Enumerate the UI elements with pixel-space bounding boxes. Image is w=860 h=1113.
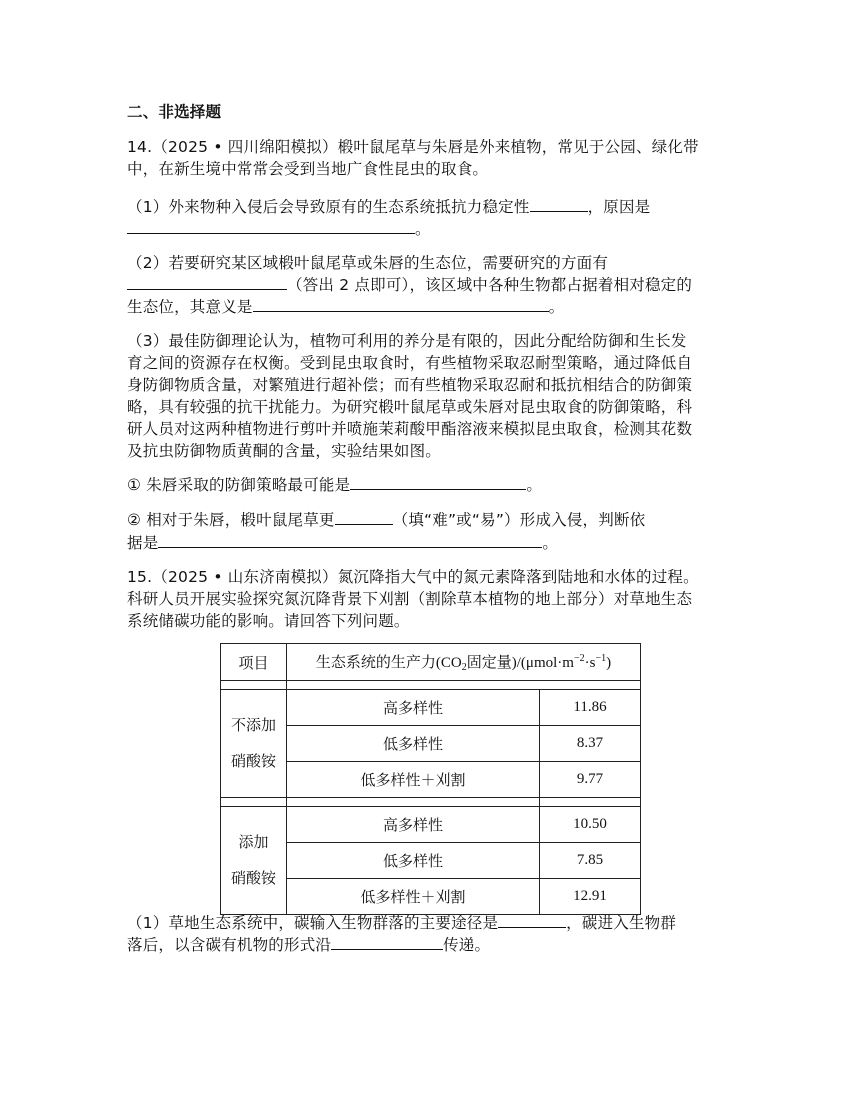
q15-part1-text-d: 传递。 — [443, 936, 491, 954]
row-label: 高多样性 — [287, 807, 540, 843]
q15-intro-line-1: 15.（2025 • 山东济南模拟）氮沉降指大气中的氮元素降落到陆地和水体的过程。 — [127, 568, 699, 586]
header-text: 固定量)/(μmol·m — [466, 655, 574, 671]
table-spacer — [221, 681, 641, 690]
q15-part1-text-b: ，碳进入生物群 — [566, 914, 677, 932]
row-value: 7.85 — [540, 843, 641, 879]
answer-blank[interactable] — [498, 912, 566, 928]
table-header-row — [221, 644, 641, 681]
answer-blank[interactable] — [253, 296, 549, 312]
answer-blank[interactable] — [158, 532, 542, 548]
group-label-2 — [221, 807, 287, 915]
row-value: 9.77 — [540, 762, 641, 798]
answer-blank[interactable] — [335, 509, 393, 525]
q14-sub2-line-2 — [127, 532, 558, 554]
q14-part1-line-2 — [127, 218, 431, 240]
q14-sub1-text: ① 朱唇采取的防御策略最可能是 — [127, 476, 351, 494]
table-row — [221, 690, 641, 726]
q14-part3-line-3: 身防御物质含量，对繁殖进行超补偿；而有些植物采取忍耐和抵抗相结合的防御策 — [127, 376, 693, 394]
q14-part3-line-1: （3）最佳防御理论认为，植物可利用的养分是有限的，因此分配给防御和生长发 — [127, 332, 687, 350]
table-row — [221, 807, 641, 843]
q14-part1-text-b: ，原因是 — [587, 198, 651, 216]
q15-part1-line-2 — [127, 934, 490, 956]
q14-part3-line-6: 及抗虫防御物质黄酮的含量，实验结果如图。 — [127, 442, 442, 460]
q14-sub2-text-c: 据是 — [127, 534, 159, 552]
group-label-line: 硝酸铵 — [230, 870, 276, 887]
period: 。 — [526, 476, 543, 494]
q14-part1-text: （1）外来物种入侵后会导致原有的生态系统抵抗力稳定性 — [127, 198, 530, 216]
q14-part3-line-2: 育之间的资源存在权衡。受到昆虫取食时，有些植物采取忍耐型策略，通过降低自 — [127, 354, 693, 372]
q14-intro-line-1: 14.（2025 • 四川绵阳模拟）椴叶鼠尾草与朱唇是外来植物，常见于公园、绿化带 — [127, 138, 699, 156]
header-text: 生态系统的生产力(CO — [315, 655, 462, 671]
data-table — [220, 643, 641, 915]
header-item: 项目 — [221, 644, 287, 681]
q14-part2-text-b: （答出 2 点即可），该区域中各种生物都占据着相对稳定的 — [287, 276, 693, 294]
q15-part1-line-1 — [127, 912, 676, 934]
superscript: −2 — [573, 653, 585, 664]
period: 。 — [542, 534, 559, 552]
superscript: −1 — [595, 653, 607, 664]
q14-part2-line-1: （2）若要研究某区域椴叶鼠尾草或朱唇的生态位，需要研究的方面有 — [127, 254, 609, 272]
subscript: 2 — [461, 662, 467, 673]
section-title: 二、非选择题 — [127, 103, 222, 121]
row-value: 12.91 — [540, 879, 641, 915]
group-label-line: 不添加 — [230, 717, 276, 734]
group-label-line: 添加 — [238, 834, 269, 851]
answer-blank[interactable] — [127, 274, 287, 290]
answer-blank[interactable] — [530, 196, 588, 212]
q15-part1-text-c: 落后，以含碳有机物的形式沿 — [127, 936, 332, 954]
header-text: ·s — [584, 655, 596, 671]
answer-blank[interactable] — [331, 934, 443, 950]
q14-part2-line-3 — [127, 296, 564, 318]
q14-sub2-text: ② 相对于朱唇，椴叶鼠尾草更 — [127, 511, 335, 529]
answer-blank[interactable] — [350, 474, 526, 490]
period: 。 — [548, 298, 565, 316]
group-label-line: 硝酸铵 — [230, 753, 276, 770]
header-text: ) — [606, 655, 612, 671]
group-label-1 — [221, 690, 287, 798]
q14-intro-line-2: 中，在新生境中常常会受到当地广食性昆虫的取食。 — [127, 160, 489, 178]
q15-intro-line-3: 系统储碳功能的影响。请回答下列问题。 — [127, 612, 410, 630]
row-value: 8.37 — [540, 726, 641, 762]
row-value: 10.50 — [540, 807, 641, 843]
row-label: 高多样性 — [287, 690, 540, 726]
q14-part2-text-c: 生态位，其意义是 — [127, 298, 253, 316]
q14-sub2-line-1 — [127, 509, 645, 531]
row-label: 低多样性＋刈割 — [287, 762, 540, 798]
row-label: 低多样性＋刈割 — [287, 879, 540, 915]
q14-part1-line-1 — [127, 196, 650, 218]
q14-part3-line-5: 研人员对这两种植物进行剪叶并喷施茉莉酸甲酯溶液来模拟昆虫取食，检测其花数 — [127, 420, 693, 438]
header-productivity — [287, 644, 641, 681]
q14-part3-line-4: 略，具有较强的抗干扰能力。为研究椴叶鼠尾草或朱唇对昆虫取食的防御策略，科 — [127, 398, 693, 416]
q15-part1-text: （1）草地生态系统中，碳输入生物群落的主要途径是 — [127, 914, 499, 932]
row-value: 11.86 — [540, 690, 641, 726]
row-label: 低多样性 — [287, 843, 540, 879]
q14-part2-line-2 — [127, 274, 692, 296]
period: 。 — [415, 220, 431, 238]
table-spacer — [221, 798, 641, 807]
q15-intro-line-2: 科研人员开展实验探究氮沉降背景下刈割（割除草本植物的地上部分）对草地生态 — [127, 590, 693, 608]
row-label: 低多样性 — [287, 726, 540, 762]
q14-sub1 — [127, 474, 542, 496]
answer-blank[interactable] — [127, 218, 415, 234]
q14-sub2-text-b: （填“难”或“易”）形成入侵，判断依 — [392, 511, 646, 529]
